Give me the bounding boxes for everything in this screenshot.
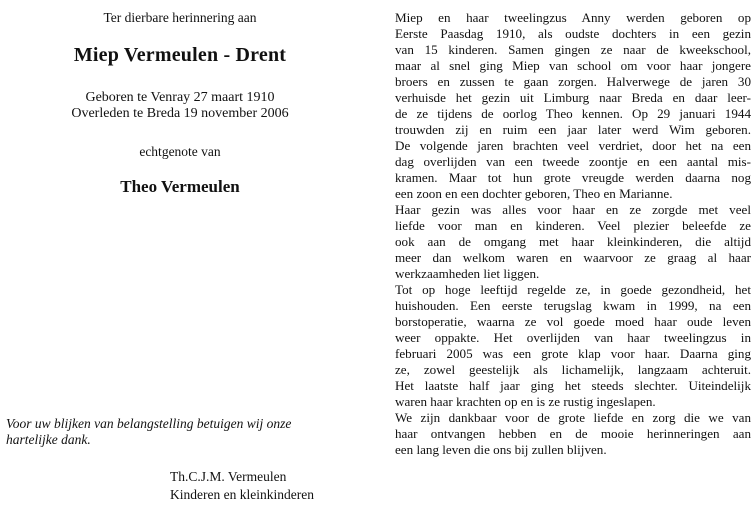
birth-line: Geboren te Venray 27 maart 1910 [85, 90, 275, 105]
biography-line: verhuisde het gezin uit Limburg naar Breda en daar leer- [395, 90, 751, 105]
biography-line: meer dan welkom waren en waarvoor ze graag al haar [395, 250, 751, 265]
biography-line: ze, zowel geestelijk als lichamelijk, langzaam achteruit. [395, 362, 751, 377]
thanks-line: hartelijke dank. [6, 432, 91, 447]
biography-line: liefde voor man en kinderen. Veel plezier beleefde ze [395, 218, 751, 233]
biography-line: de ze tijdens de oorlog Theo kennen. Op 29 januari 1944 [395, 106, 751, 121]
biography-line: borstoperatie, waarna ze vol goede moed haar oude leven [395, 314, 751, 329]
biography-line: waren haar krachten op en is ze rustig ingeslapen. [395, 394, 656, 409]
biography-line: Miep en haar tweelingzus Anny werden geboren op [395, 10, 751, 25]
deceased-name: Miep Vermeulen - Drent [73, 44, 287, 66]
biography-line: dag overlijden van een tweede zoontje en een aantal mis- [395, 154, 751, 169]
biography-line: Het laatste half jaar ging het steeds slechter. Uiteindelijk [395, 378, 751, 393]
biography-line: trouwden zij en ruim een jaar later werd Wim geboren. [395, 122, 751, 137]
biography-line: kramen. Maar tot hun grote vreugde werden daarna nog [395, 170, 751, 185]
biography-line: van 15 kinderen. Samen gingen ze naar de kweekschool, [395, 42, 751, 57]
biography-line: De volgende jaren brachten veel verdriet, door het na een [395, 138, 751, 153]
biography-line: Haar gezin was alles voor haar en ze zorgde met veel [395, 202, 751, 217]
death-line: Overleden te Breda 19 november 2006 [71, 106, 289, 121]
signature-name: Th.C.J.M. Vermeulen [170, 469, 287, 484]
biography-line: februari 2005 was een grote klap voor haar. Daarna ging [395, 346, 751, 361]
biography-line: We zijn dankbaar voor de grote liefde en zorg die we van [395, 410, 751, 425]
biography-line: werkzaamheden liet liggen. [395, 266, 540, 281]
biography-line: haar ontvangen hebben en de mooie herinneringen aan [395, 426, 751, 441]
biography-line: huishouden. Een eerste terugslag kwam in 1999, na een [395, 298, 751, 313]
spouse-name: Theo Vermeulen [120, 177, 240, 196]
left-panel [0, 0, 370, 512]
thanks-text [6, 416, 346, 448]
biography-line: een zoon en een dochter geboren, Theo en Marianne. [395, 186, 673, 201]
biography-line: Eerste Paasdag 1910, als oudste dochters in een gezin [395, 26, 751, 41]
thanks-line: Voor uw blijken van belangstelling betuigen wij onze [6, 416, 292, 431]
biography-line: maar al snel ging Miep van school om voor haar jongere [395, 58, 751, 73]
signature-family: Kinderen en kleinkinderen [170, 487, 314, 502]
biography-line: broers en zussen te gaan zorgen. Halverwege de jaren 30 [395, 74, 751, 89]
spouse-label: echtgenote van [139, 144, 221, 159]
biography-text [395, 10, 751, 458]
intro-text: Ter dierbare herinnering aan [103, 10, 257, 25]
biography-paragraph [395, 10, 751, 458]
biography-line: weer oppakte. Het overlijden van haar tweelingzus in [395, 330, 751, 345]
biography-line: ook aan de omgang met haar kleinkinderen, die altijd [395, 234, 751, 249]
biography-line: een lang leven die ons bij zullen blijven. [395, 442, 607, 457]
biography-line: Tot op hoge leeftijd regelde ze, in goede gezondheid, het [395, 282, 751, 297]
